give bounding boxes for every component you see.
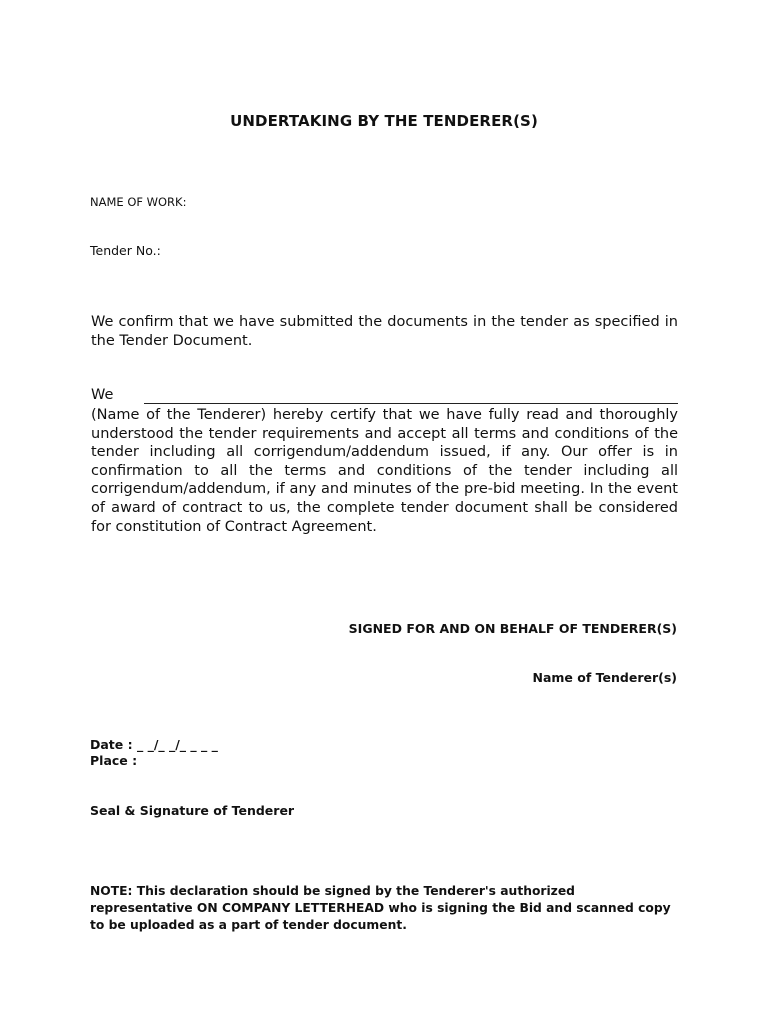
- place-label: Place :: [90, 753, 138, 768]
- note-paragraph: NOTE: This declaration should be signed by the Tenderer's authorized representative ON COMPANY LETTERHEAD who is signing the Bid and scanned copy to be uploaded as a part of tender document.: [90, 884, 671, 932]
- confirm-paragraph: We confirm that we have submitted the documents in the tender as specified in the Tender Document.: [91, 314, 678, 349]
- date-label: Date : _ _/_ _/_ _ _ _: [90, 737, 218, 752]
- signed-on-behalf-label: SIGNED FOR AND ON BEHALF OF TENDERER(S): [348, 621, 677, 636]
- tenderer-name-blank: [144, 403, 678, 404]
- we-label: We: [91, 387, 114, 403]
- tender-no-label: Tender No.:: [90, 243, 161, 258]
- name-of-work-label: NAME OF WORK:: [90, 195, 187, 209]
- certify-paragraph: (Name of the Tenderer) hereby certify that we have fully read and thoroughly understood the tender requirements and accept all terms and conditions of the tender including all corrigendum/addendum issued, if any. Our offer is in confirmation to all the terms and conditions of the tender including all corrigendum/addendum, if any and minutes of the pre-bid meeting. In the event of award of contract to us, the complete tender document shall be considered for constitution of Contract Agreement.: [91, 407, 678, 535]
- we-line: [91, 387, 678, 407]
- document-title: UNDERTAKING BY THE TENDERER(S): [230, 112, 538, 130]
- name-of-tenderer-label: Name of Tenderer(s): [532, 670, 677, 685]
- seal-signature-label: Seal & Signature of Tenderer: [90, 803, 295, 818]
